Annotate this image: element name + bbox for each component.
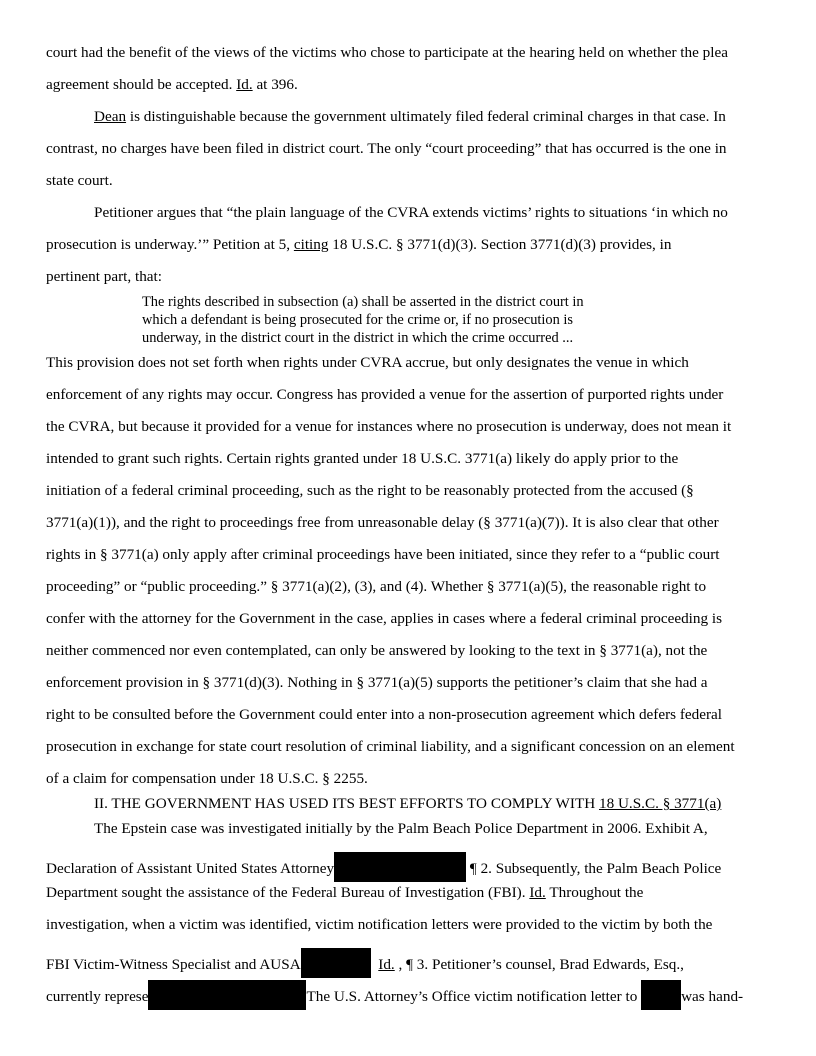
p5-line-3-tail: Throughout the [545,884,644,901]
p5-line-5-tail: , ¶ 3. Petitioner’s counsel, Brad Edwards, Esq., [394,956,684,973]
p1-line-2-tail: at 396. [252,76,298,93]
redaction-block [148,980,306,1010]
p2-line-2: contrast, no charges have been filed in district court. The only “court proceeding” that has occurred is the one in [46,140,727,157]
case-name-dean: Dean [94,108,127,125]
p5-line-2 [46,852,721,882]
p2-line-1-text: is distinguishable because the government ultimately filed federal criminal charges in that case. In [126,108,726,125]
p3-line-2-tail: 18 U.S.C. § 3771(d)(3). Section 3771(d)(3) provides, in [328,236,672,253]
redaction-block [641,980,681,1010]
block-quote-line-3: underway, in the district court in the district in which the crime occurred ... [142,330,574,346]
p5-line-1: The Epstein case was investigated initially by the Palm Beach Police Department in 2006. Exhibit A, [94,820,708,837]
block-quote-line-2: which a defendant is being prosecuted for the crime or, if no prosecution is [142,312,574,328]
p4-line-6: 3771(a)(1)), and the right to proceedings free from unreasonable delay (§ 3771(a)(7)). It is also clear that other [46,514,719,531]
p4-line-1: This provision does not set forth when rights under CVRA accrue, but only designates the venue in which [46,354,689,371]
p4-line-5: initiation of a federal criminal proceeding, such as the right to be reasonably protected from the accused (§ [46,482,694,499]
citing-signal: citing [293,236,329,253]
section-heading-text: II. THE GOVERNMENT HAS USED ITS BEST EFFORTS TO COMPLY WITH [94,795,599,812]
p2-line-1 [94,108,726,126]
p4-line-3: the CVRA, but because it provided for a venue for instances where no prosecution is underway, does not mean it [46,418,732,435]
p3-line-2-text: prosecution is underway.’” Petition at 5, [46,236,294,253]
id-citation: Id. [378,956,395,973]
section-heading [94,795,721,813]
p4-line-10: neither commenced nor even contemplated, can only be answered by looking to the text in § 3771(a), not the [46,642,708,659]
p5-line-2-text: Declaration of Assistant United States Attorney [46,860,335,877]
p4-line-12: right to be consulted before the Government could enter into a non-prosecution agreement which defers federal [46,706,723,723]
p4-line-14: of a claim for compensation under 18 U.S.C. § 2255. [46,770,368,787]
p2-line-3: state court. [46,172,113,189]
p5-line-6-mid: The U.S. Attorney’s Office victim notification letter to [306,988,642,1005]
redaction-block [334,852,466,882]
p4-line-2: enforcement of any rights may occur. Congress has provided a venue for the assertion of purported rights under [46,386,724,403]
p3-line-1: Petitioner argues that “the plain language of the CVRA extends victims’ rights to situations ‘in which no [94,204,728,221]
p1-line-2-text: agreement should be accepted. [46,76,237,93]
redaction-block [301,948,371,978]
p5-line-5 [46,948,684,978]
p5-line-2-tail: ¶ 2. Subsequently, the Palm Beach Police [466,860,722,877]
p5-line-6-text: currently represe [46,988,149,1005]
section-heading-citation: 18 U.S.C. § 3771(a) [598,795,722,812]
p5-line-6 [46,980,743,1010]
p3-line-2 [46,236,671,254]
p3-line-3: pertinent part, that: [46,268,162,285]
id-citation: Id. [236,76,253,93]
p5-line-6-tail: was hand- [681,988,744,1005]
block-quote-line-1: The rights described in subsection (a) shall be asserted in the district court in [142,294,584,310]
p4-line-11: enforcement provision in § 3771(d)(3). Nothing in § 3771(a)(5) supports the petitioner’s claim that she had a [46,674,708,691]
p4-line-7: rights in § 3771(a) only apply after criminal proceedings have been initiated, since they refer to a “public court [46,546,720,563]
p4-line-4: intended to grant such rights. Certain rights granted under 18 U.S.C. 3771(a) likely do apply prior to the [46,450,679,467]
p4-line-8: proceeding” or “public proceeding.” § 3771(a)(2), (3), and (4). Whether § 3771(a)(5), the reasonable right to [46,578,707,595]
p4-line-9: confer with the attorney for the Government in the case, applies in cases where a federal criminal proceeding is [46,610,722,627]
id-citation: Id. [529,884,546,901]
p5-line-4: investigation, when a victim was identified, victim notification letters were provided to the victim by both the [46,916,713,933]
p5-line-3-text: Department sought the assistance of the Federal Bureau of Investigation (FBI). [46,884,530,901]
p5-line-5-text: FBI Victim-Witness Specialist and AUSA [46,956,301,973]
p1-line-2 [46,76,298,94]
p1-line-1: court had the benefit of the views of the victims who chose to participate at the hearing held on whether the plea [46,44,728,61]
p4-line-13: prosecution in exchange for state court resolution of criminal liability, and a significant concession on an element [46,738,735,755]
p5-line-3 [46,884,643,902]
